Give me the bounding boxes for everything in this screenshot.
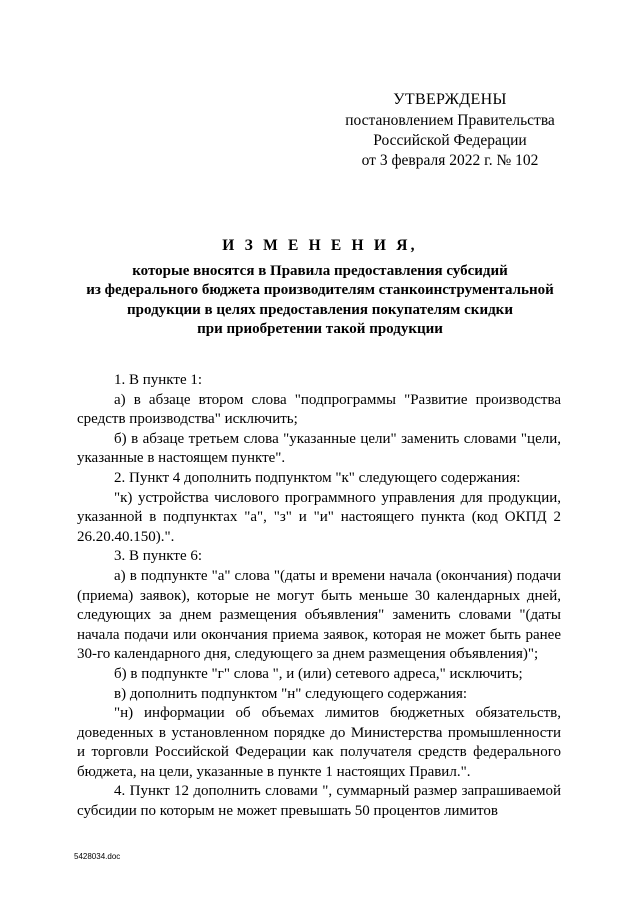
paragraph: "н) информации об объемах лимитов бюджетных обязательств, доведенных в установленном порядке до Министерства промышленности и торговли Российской Федерации как получателя средств федерального бюджета, на цели, указанные в пункте 1 настоящих Правил.". [77,705,561,780]
approval-stamp [330,89,570,171]
approval-line-2: Российской Федерации [373,132,527,149]
paragraph: а) в подпункте "а" слова "(даты и времени начала (окончания) подачи (приема) заявок), которые не могут быть меньше 30 календарных дней, следующих за днем размещения объявления" заменить словами "(даты начала подачи или окончания приема заявок, которая не может быть ранее 30-го календарного дня, следующего за днем размещения объявления)"; [77,567,561,663]
paragraph: "к) устройства числового программного управления для продукции, указанной в подпунктах "а", "з" и "и" настоящего пункта (код ОКПД 2 26.20.40.150).". [77,489,561,545]
subtitle-line: которые вносятся в Правила предоставления субсидий [132,263,508,279]
paragraph: в) дополнить подпунктом "н" следующего содержания: [114,685,468,702]
document-title: И З М Е Н Е Н И Я, [222,237,418,254]
paragraph: 3. В пункте 6: [114,548,203,565]
paragraph: б) в абзаце третьем слова "указанные цели" заменить словами "цели, указанные в настоящем пункте". [77,430,561,467]
paragraph: а) в абзаце втором слова "подпрограммы "Развитие производства средств производства" исключить; [77,391,561,428]
subtitle-line: из федерального бюджета производителям станкоинструментальной [86,282,554,299]
paragraph: 2. Пункт 4 дополнить подпунктом "к" следующего содержания: [114,469,521,486]
paragraph: 4. Пункт 12 дополнить словами ", суммарный размер запрашиваемой субсидии по которым не может превышать 50 процентов лимитов [77,783,561,820]
approval-heading: УТВЕРЖДЕНЫ [393,91,507,108]
file-name-footer: 5428034.doc [74,852,121,861]
subtitle-line: при приобретении такой продукции [197,320,443,337]
paragraph: б) в подпункте "г" слова ", и (или) сетевого адреса," исключить; [114,665,523,682]
approval-line-3: от 3 февраля 2022 г. № 102 [361,152,539,169]
document-subtitle [70,262,570,339]
document-body [77,371,561,822]
subtitle-line: продукции в целях предоставления покупателям скидки [127,301,513,318]
paragraph: 1. В пункте 1: [114,372,203,388]
approval-line-1: постановлением Правительства [345,112,555,129]
